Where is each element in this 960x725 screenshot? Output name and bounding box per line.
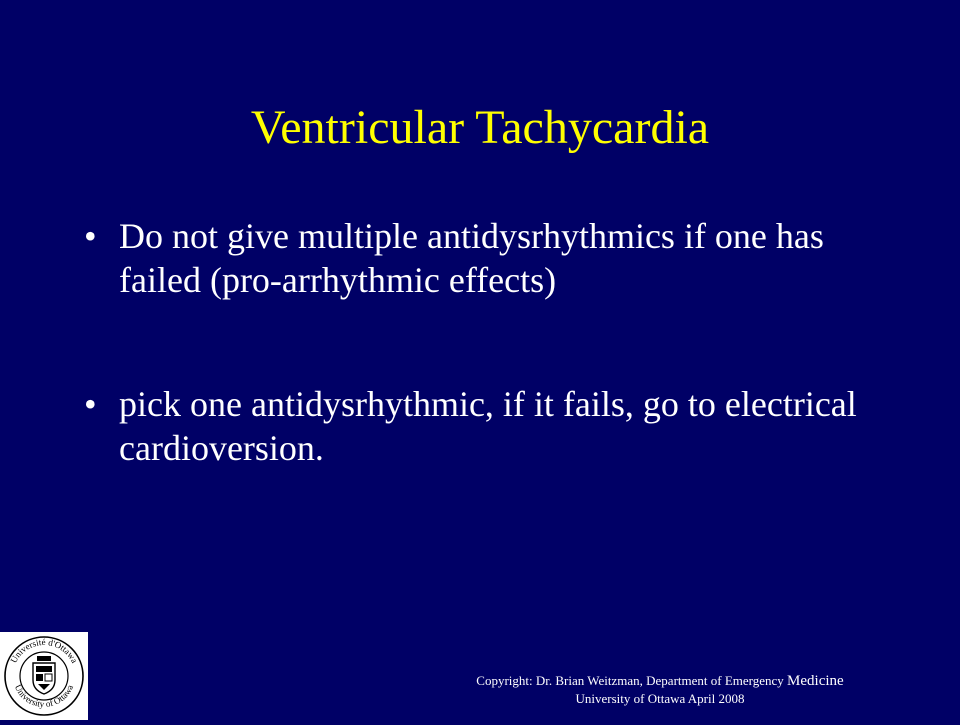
bullet-marker: • [84, 216, 97, 256]
bullet-item [84, 214, 884, 302]
university-seal-icon [0, 632, 88, 720]
bullet-list [84, 214, 884, 470]
bullet-marker: • [84, 384, 97, 424]
footer-line-2: University of Ottawa April 2008 [575, 691, 745, 706]
footer-copyright-text: Copyright: Dr. Brian Weitzman, Department of Emergency [476, 673, 788, 688]
seal-text-top: Université d'Ottawa [8, 636, 80, 665]
footer-medicine-text: Medicine [787, 673, 844, 689]
footer-line-1 [400, 672, 920, 690]
seal-text-bottom: University of Ottawa [12, 682, 76, 710]
slide-title: Ventricular Tachycardia [250, 101, 710, 154]
bullet-item [84, 382, 884, 470]
bullet-text: Do not give multiple antidysrhythmics if one has failed (pro-arrhythmic effects) [119, 216, 824, 300]
copyright-footer [400, 672, 920, 708]
bullet-text: pick one antidysrhythmic, if it fails, go to electrical cardioversion. [119, 384, 857, 468]
university-seal-logo [0, 632, 88, 720]
